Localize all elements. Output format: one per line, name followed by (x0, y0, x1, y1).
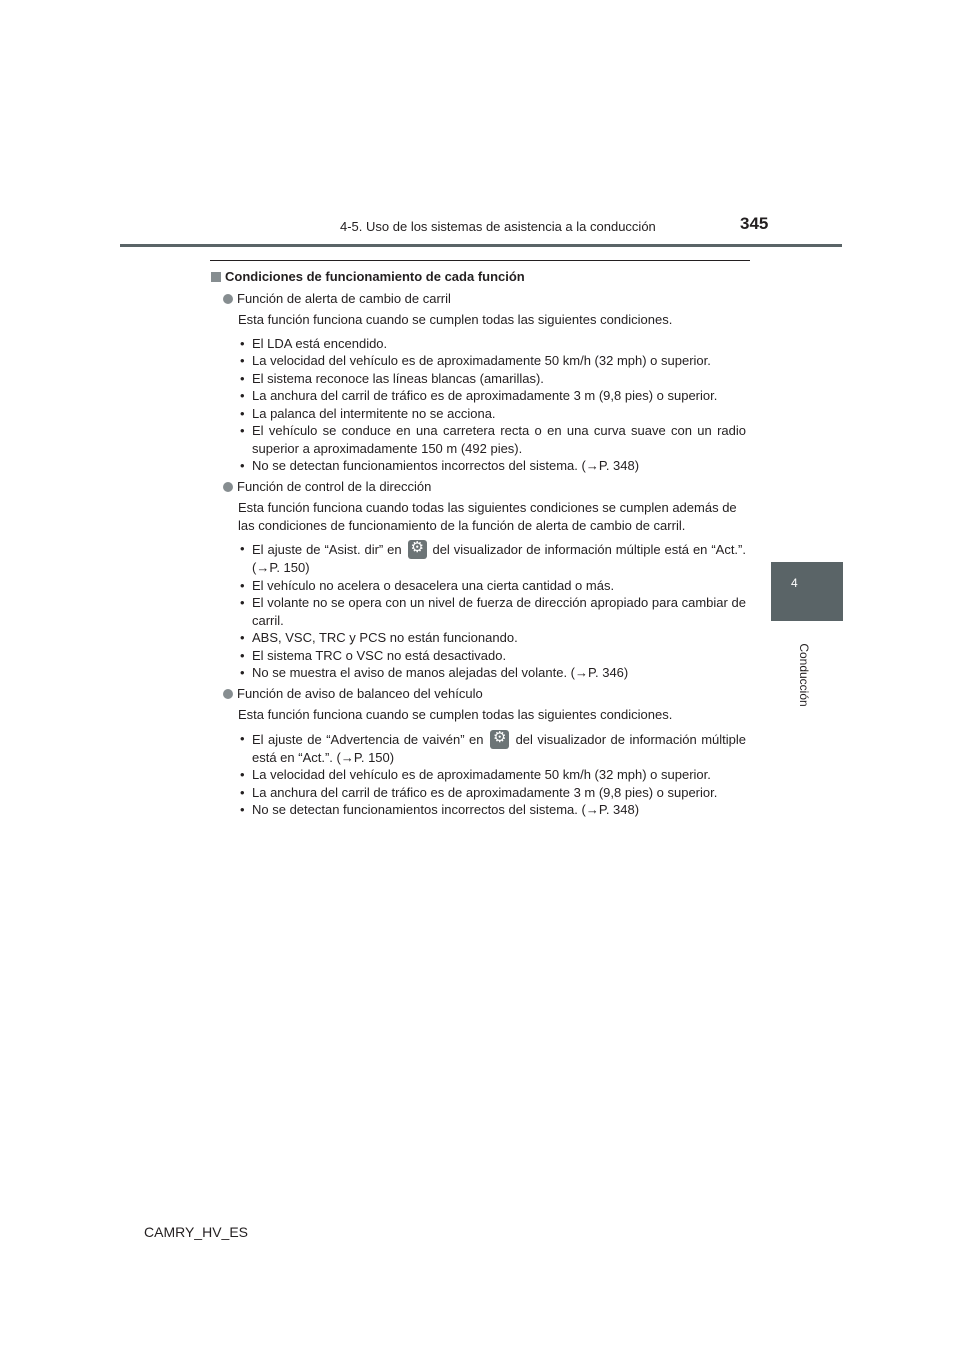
list-item: • La palanca del intermitente no se acciona. (238, 405, 746, 423)
function-title (223, 290, 746, 308)
list-item: • La velocidad del vehículo es de aproximadamente 50 km/h (32 mph) o superior. (238, 352, 746, 370)
chapter-number: 4 (791, 576, 798, 590)
list-item: • El sistema TRC o VSC no está desactivado. (238, 647, 746, 665)
circle-bullet-icon (223, 689, 233, 699)
list-item-text: El ajuste de “Asist. dir” en (252, 542, 402, 557)
circle-bullet-icon (223, 482, 233, 492)
circle-bullet-icon (223, 294, 233, 304)
content-rule (210, 260, 750, 261)
condition-list (238, 335, 746, 475)
header-rule (120, 244, 842, 247)
condition-list (238, 730, 746, 819)
intro-paragraph: Esta función funciona cuando se cumplen todas las siguientes condiciones. (238, 312, 673, 327)
list-item: • No se muestra el aviso de manos alejadas del volante. (→P. 346) (238, 664, 746, 682)
function-title (223, 685, 746, 703)
settings-icon (408, 540, 427, 559)
list-item-text: El ajuste de “Advertencia de vaivén” en (252, 731, 484, 747)
document-code: CAMRY_HV_ES (144, 1224, 249, 1240)
intro-paragraph: Esta función funciona cuando se cumplen todas las siguientes condiciones. (238, 707, 673, 722)
function-title-text: Función de alerta de cambio de carril (237, 290, 451, 306)
list-item (238, 730, 746, 767)
list-item: • La anchura del carril de tráfico es de aproximadamente 3 m (9,8 pies) o superior. (238, 784, 746, 802)
list-item: • No se detectan funcionamientos incorrectos del sistema. (→P. 348) (238, 801, 746, 819)
list-item: • El volante no se opera con un nivel de fuerza de dirección apropiado para cambiar de carril. (238, 594, 746, 629)
function-title-text: Función de control de la dirección (237, 478, 432, 494)
list-item: • El vehículo no acelera o desacelera una cierta cantidad o más. (238, 577, 746, 595)
settings-icon (490, 730, 509, 749)
intro-paragraph: Esta función funciona cuando todas las siguientes condiciones se cumplen además de las condiciones de funcionamiento de la función de alerta de cambio de carril. (238, 500, 737, 533)
condition-list (238, 540, 746, 682)
section-heading (211, 268, 746, 286)
list-item: • No se detectan funcionamientos incorrectos del sistema. (→P. 348) (238, 457, 746, 475)
square-bullet-icon (211, 272, 221, 282)
page-number: 345 (740, 214, 769, 233)
function-title-text: Función de aviso de balanceo del vehículo (237, 685, 483, 701)
page-content (211, 268, 746, 822)
list-item-text: del visualizador de información múltiple está en “Act.”. (→P. 150) (252, 731, 747, 765)
chapter-tab (771, 562, 843, 621)
function-title (223, 478, 746, 496)
list-item-text: del visualizador de información múltiple está en “Act.”. (→P. 150) (252, 542, 746, 575)
list-item: • La anchura del carril de tráfico es de aproximadamente 3 m (9,8 pies) o superior. (238, 387, 746, 405)
section-heading-text: Condiciones de funcionamiento de cada función (225, 269, 525, 284)
list-item: • ABS, VSC, TRC y PCS no están funcionando. (238, 629, 746, 647)
list-item: • El vehículo se conduce en una carretera recta o en una curva suave con un radio superior a aproximadamente 150 m (492 pies). (238, 422, 746, 457)
chapter-label: Conducción (797, 643, 811, 707)
list-item: • El LDA está encendido. (238, 335, 746, 353)
list-item: • La velocidad del vehículo es de aproximadamente 50 km/h (32 mph) o superior. (238, 766, 746, 784)
list-item: • El sistema reconoce las líneas blancas (amarillas). (238, 370, 746, 388)
running-header: 4-5. Uso de los sistemas de asistencia a la conducción (340, 219, 656, 234)
list-item (238, 540, 746, 577)
